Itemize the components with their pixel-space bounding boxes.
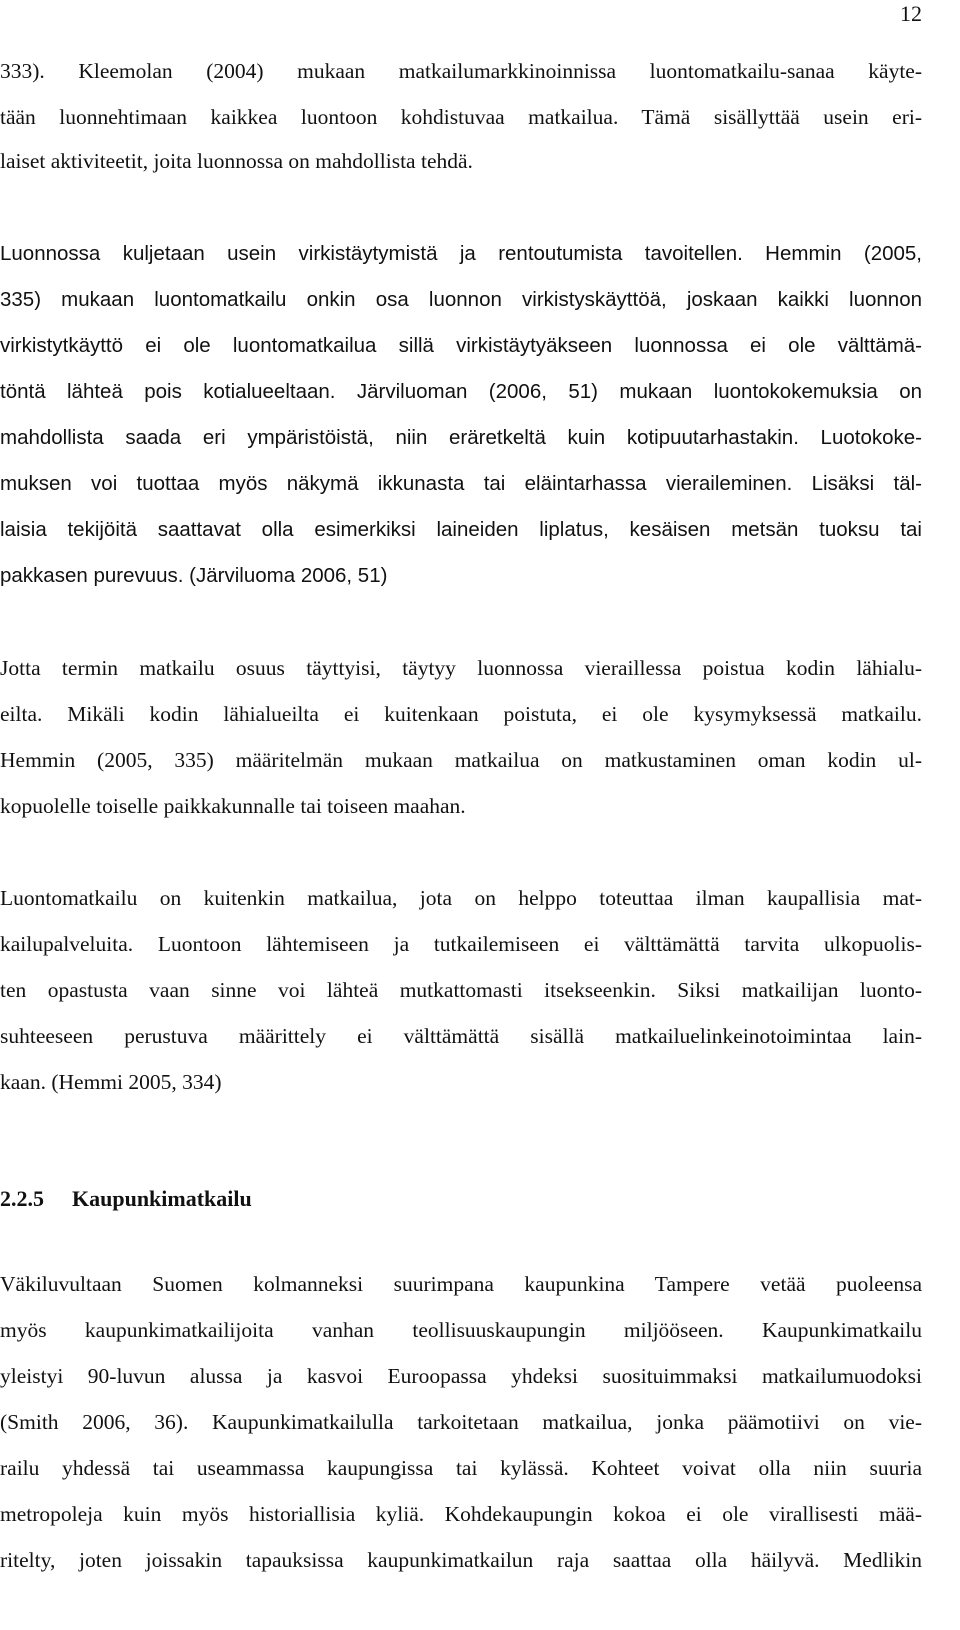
text-line: virkistytkäyttö ei ole luontomatkailua sillä virkistäytyäkseen luonnossa ei ole välttämä- [0, 334, 922, 357]
text-line: myös kaupunkimatkailijoita vanhan teollisuuskaupungin miljööseen. Kaupunkimatkailu [0, 1318, 922, 1342]
text-line: muksen voi tuottaa myös näkymä ikkunasta tai eläintarhassa vieraileminen. Lisäksi täl- [0, 472, 922, 495]
text-line: mahdollista saada eri ympäristöistä, niin eräretkeltä kuin kotipuutarhastakin. Luotokoke- [0, 426, 922, 449]
text-line: (Smith 2006, 36). Kaupunkimatkailulla tarkoitetaan matkailua, jonka päämotiivi on vie- [0, 1410, 922, 1434]
page-number: 12 [900, 1, 922, 26]
text-line: kailupalveluita. Luontoon lähtemiseen ja tutkailemiseen ei välttämättä tarvita ulkopuolis- [0, 932, 922, 956]
text-line: Luontomatkailu on kuitenkin matkailua, jota on helppo toteuttaa ilman kaupallisia mat- [0, 886, 922, 910]
text-line: ten opastusta vaan sinne voi lähteä mutkattomasti itsekseenkin. Siksi matkailijan luonto- [0, 978, 922, 1002]
text-line: Luonnossa kuljetaan usein virkistäytymistä ja rentoutumista tavoitellen. Hemmin (2005, [0, 242, 922, 265]
section-title: Kaupunkimatkailu [72, 1186, 252, 1211]
text-line: laisia tekijöitä saattavat olla esimerkiksi laineiden liplatus, kesäisen metsän tuoksu tai [0, 518, 922, 541]
text-line: yleistyi 90-luvun alussa ja kasvoi Euroopassa yhdeksi suosituimmaksi matkailumuodoksi [0, 1364, 922, 1388]
text-line: Hemmin (2005, 335) määritelmän mukaan matkailua on matkustaminen oman kodin ul- [0, 748, 922, 772]
text-line: metropoleja kuin myös historiallisia kyliä. Kohdekaupungin kokoa ei ole virallisesti mää- [0, 1502, 922, 1526]
text-line: töntä lähteä pois kotialueeltaan. Järviluoman (2006, 51) mukaan luontokokemuksia on [0, 380, 922, 403]
text-line: ritelty, joten joissakin tapauksissa kaupunkimatkailun raja saattaa olla häilyvä. Medlikin [0, 1548, 922, 1572]
text-line: railu yhdessä tai useammassa kaupungissa tai kylässä. Kohteet voivat olla niin suuria [0, 1456, 922, 1480]
text-line: 335) mukaan luontomatkailu onkin osa luonnon virkistyskäyttöä, joskaan kaikki luonnon [0, 288, 922, 311]
text-line: laiset aktiviteetit, joita luonnossa on mahdollista tehdä. [0, 149, 473, 173]
text-line: tään luonnehtimaan kaikkea luontoon kohdistuvaa matkailua. Tämä sisällyttää usein eri- [0, 105, 922, 129]
section-heading [0, 1185, 252, 1213]
text-line: eilta. Mikäli kodin lähialueilta ei kuitenkaan poistuta, ei ole kysymyksessä matkailu. [0, 702, 922, 726]
text-line: pakkasen purevuus. (Järviluoma 2006, 51) [0, 564, 388, 587]
text-line: 333). Kleemolan (2004) mukaan matkailumarkkinoinnissa luontomatkailu-sanaa käyte- [0, 59, 922, 83]
text-line: Jotta termin matkailu osuus täyttyisi, täytyy luonnossa vieraillessa poistua kodin lähialu- [0, 656, 922, 680]
text-line: suhteeseen perustuva määrittely ei välttämättä sisällä matkailuelinkeinotoimintaa lain- [0, 1024, 922, 1048]
text-line: kopuolelle toiselle paikkakunnalle tai toiseen maahan. [0, 794, 466, 818]
section-number: 2.2.5 [0, 1186, 44, 1211]
text-line: kaan. (Hemmi 2005, 334) [0, 1070, 222, 1094]
text-line: Väkiluvultaan Suomen kolmanneksi suurimpana kaupunkina Tampere vetää puoleensa [0, 1272, 922, 1296]
